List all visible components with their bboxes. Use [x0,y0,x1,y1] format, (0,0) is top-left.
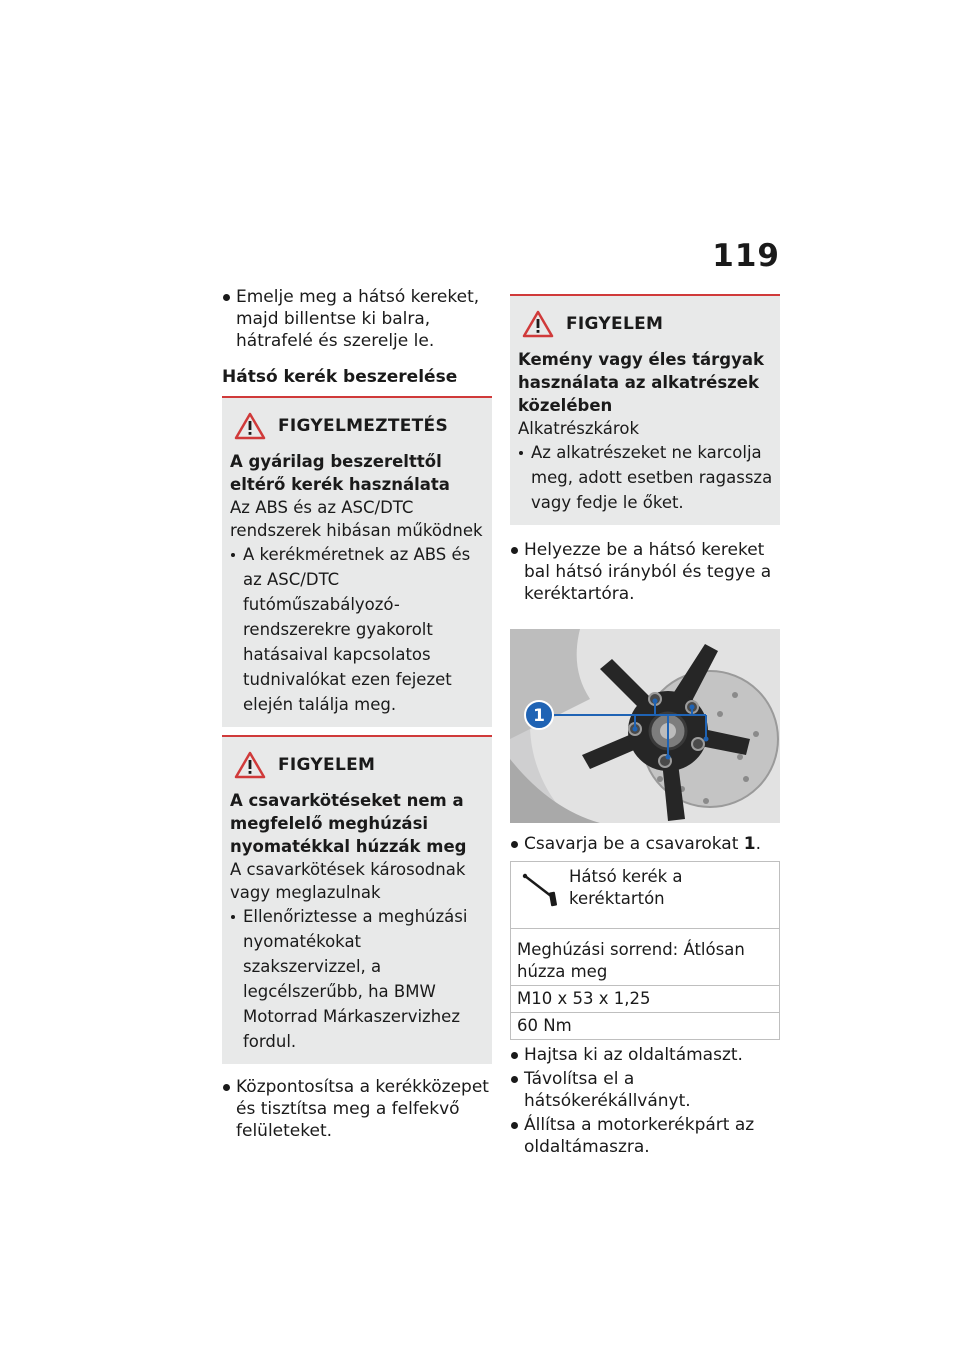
step-screw-bolts-text: Csavarja be a csavarokat [524,834,744,854]
step-remove-rear-stand: Távolítsa el a hátsókerékállványt. [510,1068,780,1112]
caution-box-right [510,294,780,525]
section-title: Hátsó kerék beszerelése [222,367,458,387]
warning-item: A kerékméretnek az ABS és az ASC/DTC futóműszabályozó-rendszerekre gyakorolt hatásaival kapcsolatos tudnivalókat ezen fejezet elején találja meg. [230,542,486,717]
spec-header-text: Hátsó kerék a keréktartón [569,867,683,908]
right-column [510,294,780,1164]
spec-bolt-size: M10 x 53 x 1,25 [511,986,779,1013]
warning-title: A gyárilag beszerelttől eltérő kerék használata [230,452,450,494]
caution-subtitle: Alkatrészkárok [518,419,639,438]
warning-subtitle: Az ABS és az ASC/DTC rendszerek hibásan működnek [230,498,483,540]
spec-header [511,862,779,929]
step-fold-sidestand: Hajtsa ki az oldaltámaszt. [510,1044,780,1066]
left-column [222,286,492,1148]
warning-triangle-icon [234,751,266,779]
warning-box [222,396,492,727]
warning-label: FIGYELMEZTETÉS [278,416,448,436]
step-screw-bolts-end: . [755,834,762,854]
caution-box [222,735,492,1064]
caution-label: FIGYELEM [278,755,376,775]
callout-1-label: 1 [533,706,545,726]
step-set-on-sidestand: Állítsa a motorkerékpárt az oldaltámaszra. [510,1114,780,1158]
step-screw-bolts [510,833,780,855]
page-number: 119 [712,238,780,274]
caution-item: Ellenőriztesse a meghúzási nyomatékokat szakszervizzel, a legcélszerűbb, ha BMW Motorrad Márkaszervizhez fordul. [230,904,486,1054]
bolt-reference: 1 [743,834,756,854]
spec-torque-value: 60 Nm [517,1016,572,1035]
warning-triangle-icon [234,412,266,440]
caution-title: A csavarkötéseket nem a megfelelő meghúzási nyomatékkal húzzák meg [230,791,467,856]
step-center-hub: Központosítsa a kerékközepet és tisztítsa meg a felfekvő felületeket. [222,1076,492,1142]
step-insert-wheel: Helyezze be a hátsó kereket bal hátsó irányból és tegye a keréktartóra. [510,539,780,605]
caution-header [234,751,486,779]
warning-triangle-icon [522,310,554,338]
caution-header [522,310,774,338]
warning-header [234,412,486,440]
torque-wrench-icon [521,870,561,910]
caution-item: Az alkatrészeket ne karcolja meg, adott esetben ragassza vagy fedje le őket. [518,440,774,515]
caution-title: Kemény vagy éles tárgyak használata az alkatrészek közelében [518,350,764,415]
caution-label: FIGYELEM [566,314,664,334]
spec-tightening-order: Meghúzási sorrend: Átlósan húzza meg [511,929,779,986]
caution-subtitle: A csavarkötések károsodnak vagy meglazulnak [230,860,466,902]
wheel-bolts-photo [510,629,780,823]
step-lift-wheel: Emelje meg a hátsó kereket, majd billentse ki balra, hátrafelé és szerelje le. [222,286,492,352]
torque-spec-table [510,861,780,1040]
